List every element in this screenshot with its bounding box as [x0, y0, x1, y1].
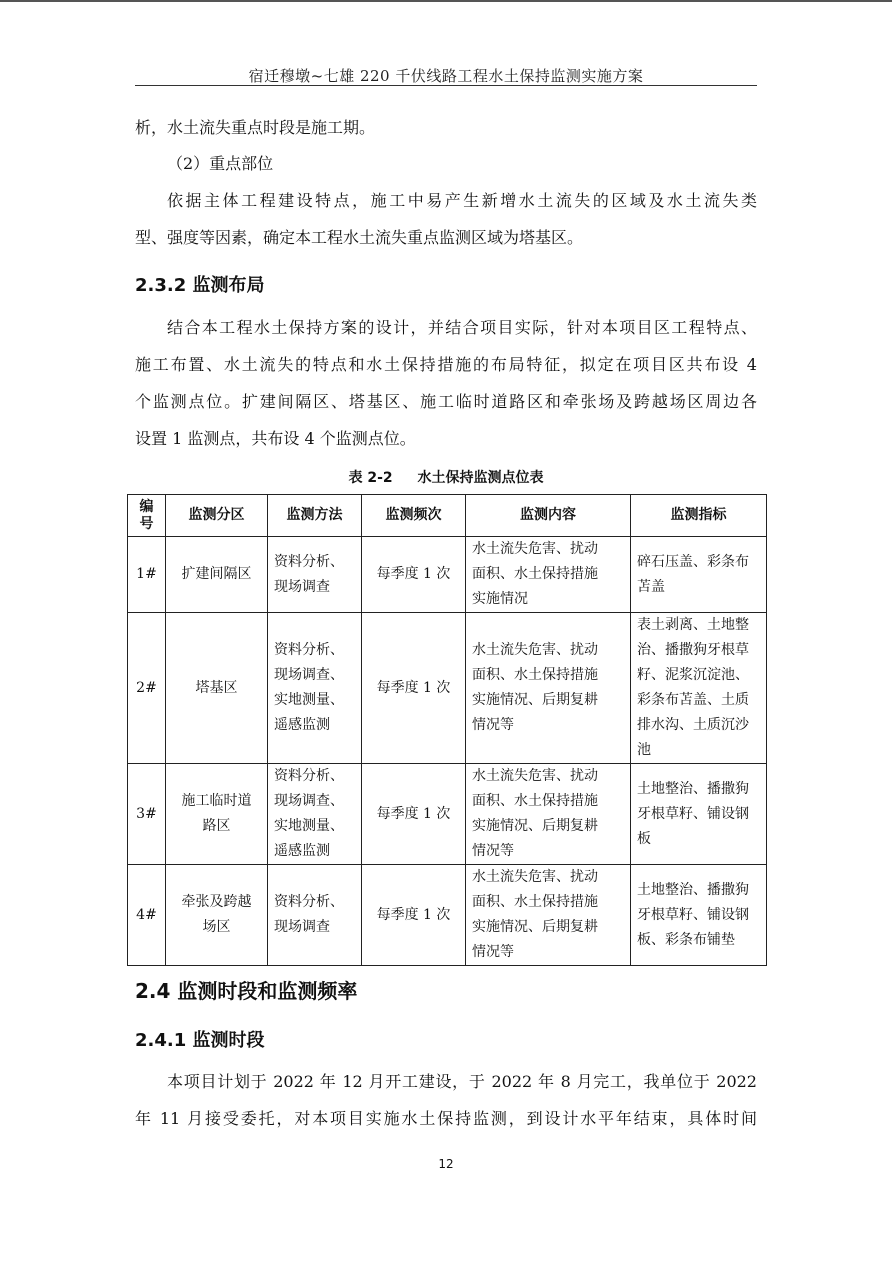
paragraph-line: 本项目计划于 2022 年 12 月开工建设，于 2022 年 8 月完工，我单位于 2022	[167, 1072, 757, 1091]
page-number: 12	[438, 1157, 454, 1171]
cell-content: 水土流失危害、扰动 面积、水土保持措施 实施情况	[466, 537, 631, 613]
cell-indicator: 土地整治、播撒狗 牙根草籽、铺设钢 板、彩条布铺垫	[631, 865, 767, 966]
cell-zone: 塔基区	[166, 613, 268, 764]
cell-zone: 牵张及跨越 场区	[166, 865, 268, 966]
table-caption-number: 表 2-2	[348, 470, 393, 486]
cell-frequency: 每季度 1 次	[362, 613, 466, 764]
cell-content: 水土流失危害、扰动 面积、水土保持措施 实施情况、后期复耕 情况等	[466, 764, 631, 865]
paragraph-line: 析，水土流失重点时段是施工期。	[135, 118, 376, 137]
cell-method: 资料分析、 现场调查	[268, 537, 362, 613]
table-caption-title: 水土保持监测点位表	[417, 470, 544, 486]
cell-method: 资料分析、 现场调查、 实地测量、 遥感监测	[268, 613, 362, 764]
section-heading-2-4-1: 2.4.1 监测时段	[135, 1030, 265, 1051]
paragraph-line: 年 11 月接受委托，对本项目实施水土保持监测，到设计水平年结束，具体时间	[135, 1109, 757, 1128]
header-zone: 监测分区	[166, 495, 268, 537]
cell-content: 水土流失危害、扰动 面积、水土保持措施 实施情况、后期复耕 情况等	[466, 865, 631, 966]
cell-indicator: 表土剥离、土地整 治、播撒狗牙根草 籽、泥浆沉淀池、 彩条布苫盖、土质 排水沟、土质沉沙 池	[631, 613, 767, 764]
cell-id: 2#	[128, 613, 166, 764]
cell-id: 4#	[128, 865, 166, 966]
section-heading-2-4: 2.4 监测时段和监测频率	[135, 979, 358, 1003]
paragraph-line: 设置 1 监测点，共布设 4 个监测点位。	[135, 429, 416, 448]
table-row	[128, 537, 767, 613]
cell-zone: 施工临时道 路区	[166, 764, 268, 865]
cell-method: 资料分析、 现场调查、 实地测量、 遥感监测	[268, 764, 362, 865]
paragraph-line: 结合本工程水土保持方案的设计，并结合项目实际，针对本项目区工程特点、	[167, 318, 757, 337]
paragraph-line: 型、强度等因素，确定本工程水土流失重点监测区域为塔基区。	[135, 228, 584, 247]
header-frequency: 监测频次	[362, 495, 466, 537]
cell-zone: 扩建间隔区	[166, 537, 268, 613]
cell-method: 资料分析、 现场调查	[268, 865, 362, 966]
table-row	[128, 764, 767, 865]
running-header: 宿迁穆墩~七雄 220 千伏线路工程水土保持监测实施方案	[248, 67, 644, 85]
table-caption	[135, 467, 757, 487]
cell-id: 1#	[128, 537, 166, 613]
paragraph-line: 施工布置、水土流失的特点和水土保持措施的布局特征，拟定在项目区共布设 4	[135, 355, 757, 374]
paragraph-line: 依据主体工程建设特点，施工中易产生新增水土流失的区域及水土流失类	[167, 191, 757, 210]
header-method: 监测方法	[268, 495, 362, 537]
cell-frequency: 每季度 1 次	[362, 865, 466, 966]
list-label: （2）重点部位	[167, 154, 274, 173]
cell-indicator: 土地整治、播撒狗 牙根草籽、铺设钢 板	[631, 764, 767, 865]
section-heading-2-3-2: 2.3.2 监测布局	[135, 275, 265, 296]
cell-frequency: 每季度 1 次	[362, 537, 466, 613]
header-rule	[135, 85, 757, 86]
header-content: 监测内容	[466, 495, 631, 537]
table-row	[128, 613, 767, 764]
header-indicator: 监测指标	[631, 495, 767, 537]
cell-frequency: 每季度 1 次	[362, 764, 466, 865]
monitoring-points-table	[127, 494, 767, 966]
cell-content: 水土流失危害、扰动 面积、水土保持措施 实施情况、后期复耕 情况等	[466, 613, 631, 764]
top-border	[0, 0, 892, 2]
table-header-row	[128, 495, 767, 537]
table-row	[128, 865, 767, 966]
cell-id: 3#	[128, 764, 166, 865]
paragraph-line: 个监测点位。扩建间隔区、塔基区、施工临时道路区和牵张场及跨越场区周边各	[135, 392, 757, 411]
header-id: 编号	[128, 495, 166, 537]
cell-indicator: 碎石压盖、彩条布 苫盖	[631, 537, 767, 613]
